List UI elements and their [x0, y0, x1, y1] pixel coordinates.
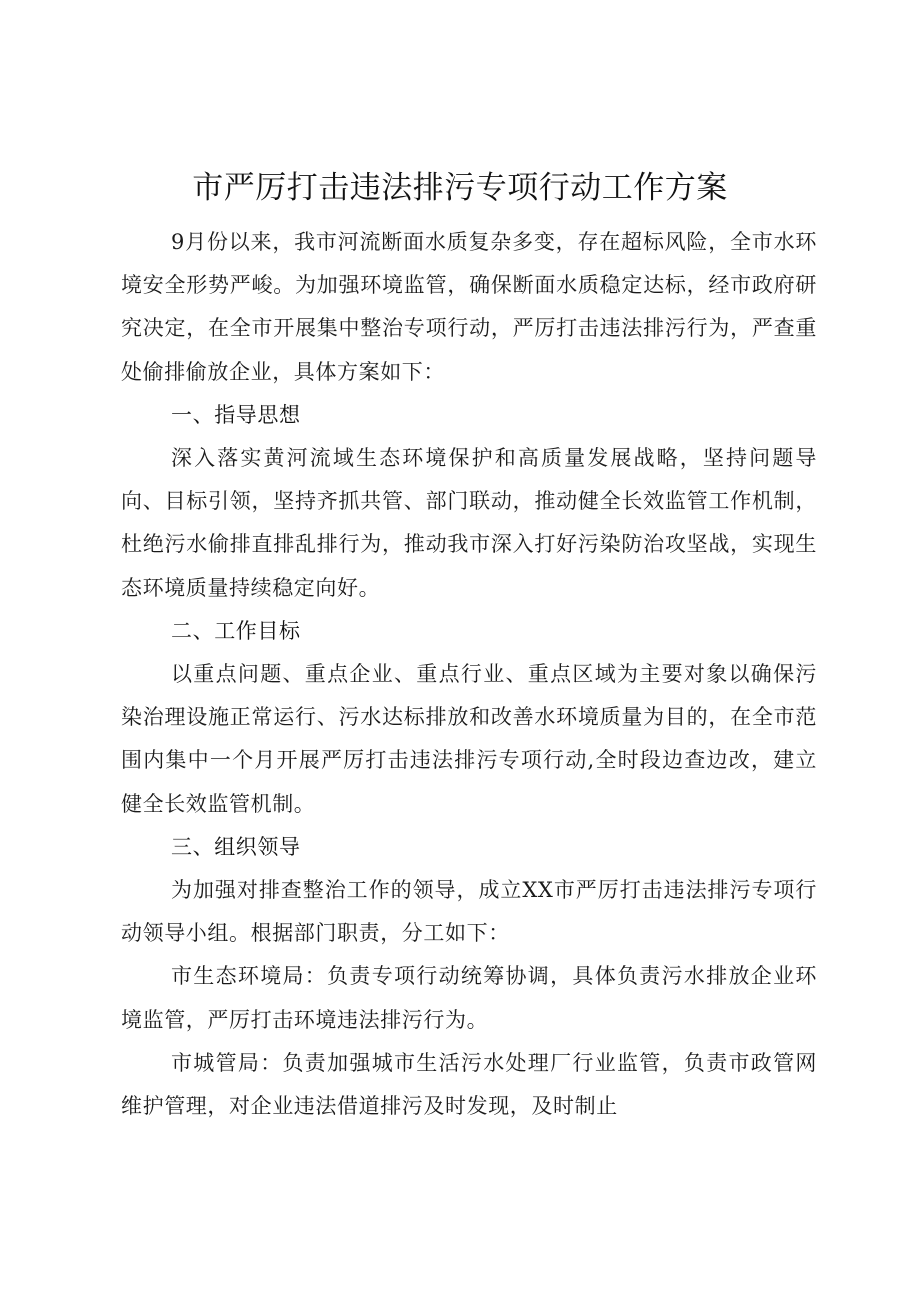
section-heading-work-goals: 二、工作目标	[171, 618, 301, 643]
document-body	[121, 221, 817, 1128]
guiding-ideology-paragraph: 深入落实黄河流域生态环境保护和高质量发展战略，坚持问题导向、目标引领，坚持齐抓共管、部门联动，推动健全长效监管工作机制，杜绝污水偷排直排乱排行为，推动我市深入打好污染防治攻坚战，实现生态环境质量持续稳定向好。	[121, 446, 817, 600]
document-title: 市严厉打击违法排污专项行动工作方案	[192, 170, 728, 206]
work-goals-paragraph: 以重点问题、重点企业、重点行业、重点区域为主要对象以确保污染治理设施正常运行、污水达标排放和改善水环境质量为目的，在全市范围内集中一个月开展严厉打击违法排污专项行动,全时段边查边改，建立健全长效监管机制。	[121, 662, 817, 816]
ecology-bureau-paragraph: 市生态环境局：负责专项行动统筹协调，具体负责污水排放企业环境监管，严厉打击环境违法排污行为。	[121, 964, 817, 1032]
section-heading-organization: 三、组织领导	[171, 834, 301, 859]
intro-paragraph: 9月份以来，我市河流断面水质复杂多变，存在超标风险，全市水环境安全形势严峻。为加强环境监管，确保断面水质稳定达标，经市政府研究决定，在全市开展集中整治专项行动，严厉打击违法排污行为，严查重处偷排偷放企业，具体方案如下：	[121, 230, 817, 384]
urban-management-paragraph: 市城管局：负责加强城市生活污水处理厂行业监管，负责市政管网维护管理，对企业违法借道排污及时发现，及时制止	[121, 1050, 817, 1119]
organization-paragraph: 为加强对排查整治工作的领导，成立XX市严厉打击违法排污专项行动领导小组。根据部门职责，分工如下：	[121, 878, 817, 946]
section-heading-guiding-ideology: 一、指导思想	[171, 402, 301, 427]
